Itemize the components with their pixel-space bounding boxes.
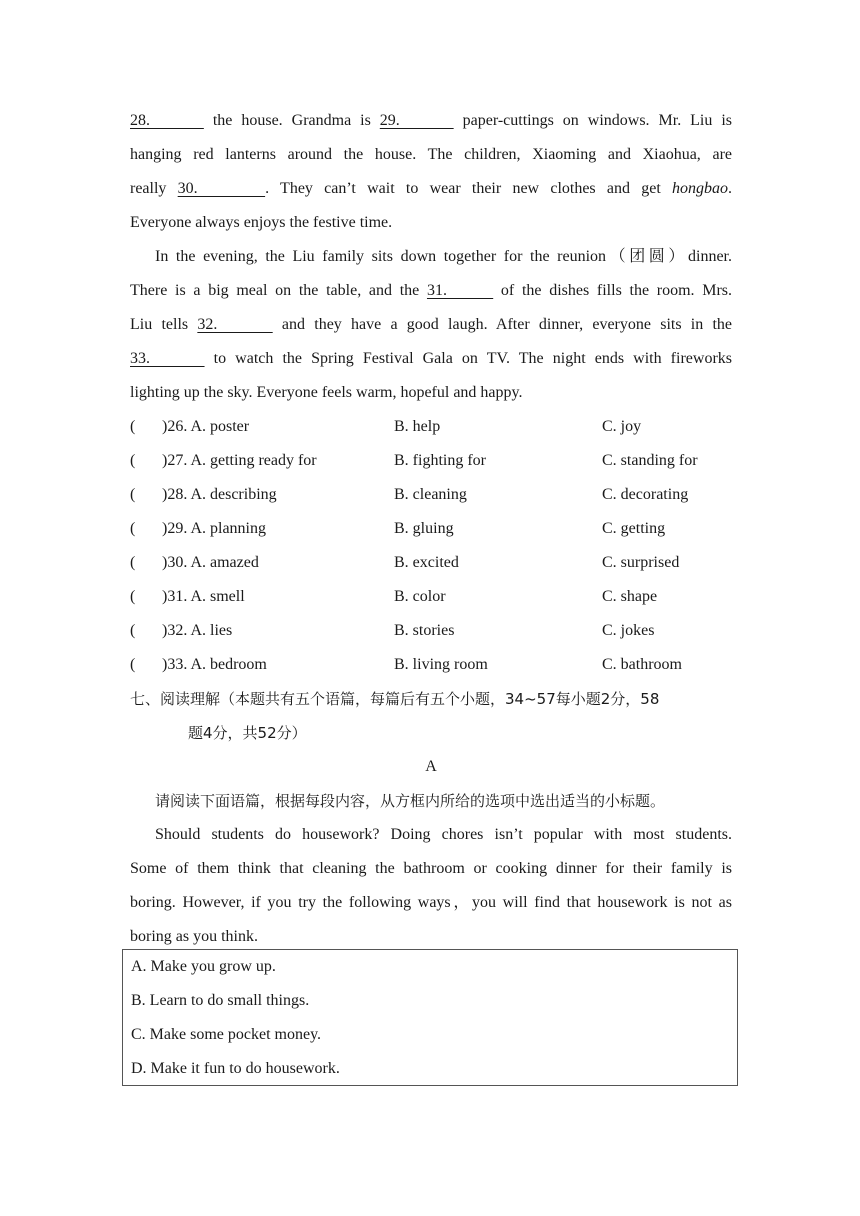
passage-text: and they have a good laugh. After dinner, everyone sits in the — [272, 316, 732, 333]
answer-paren[interactable]: ( — [130, 486, 136, 503]
passage-line — [130, 274, 732, 308]
question-row — [130, 410, 732, 444]
question-list — [130, 410, 732, 682]
option-c: C. decorating — [602, 486, 689, 503]
blank-30: 30. — [177, 180, 266, 197]
reading-line: Should students do housework? Doing chores isn’t popular with most students. — [155, 826, 732, 843]
instruction-text: 请阅读下面语篇，根据每段内容，从方框内所给的选项中选出适当的小标题。 — [155, 792, 666, 810]
passage-text: paper-cuttings on windows. Mr. Liu is — [453, 112, 733, 129]
option-c: C. bathroom — [602, 656, 682, 673]
reading-line: boring as you think. — [130, 928, 258, 945]
passage-text: Liu tells — [130, 316, 198, 333]
option-a: )26. A. poster — [162, 418, 250, 435]
passage-line: Everyone always enjoys the festive time. — [130, 214, 393, 231]
options-box — [122, 949, 738, 1086]
answer-paren[interactable]: ( — [130, 520, 136, 537]
blank-28: 28. — [130, 112, 204, 129]
reading-line: Some of them think that cleaning the bathroom or cooking dinner for their family is — [130, 860, 732, 877]
passage-line — [130, 104, 732, 138]
option-b: B. cleaning — [394, 486, 467, 503]
option-b: B. color — [394, 588, 446, 605]
passage-italic-word: hongbao — [672, 180, 729, 197]
reading-line: boring. However, if you try the following ways，you will find that housework is not as — [130, 894, 732, 911]
answer-paren[interactable]: ( — [130, 588, 136, 605]
question-row — [130, 648, 732, 682]
answer-paren[interactable]: ( — [130, 554, 136, 571]
option-c: C. standing for — [602, 452, 698, 469]
option-b: B. fighting for — [394, 452, 486, 469]
option-c: C. shape — [602, 588, 658, 605]
passage-text: really — [130, 180, 178, 197]
part-label: A — [425, 758, 437, 775]
blank-33: 33. — [130, 350, 205, 367]
option-b: B. stories — [394, 622, 455, 639]
blank-31: 31. — [426, 282, 494, 299]
question-row — [130, 444, 732, 478]
option-a: )31. A. smell — [162, 588, 245, 605]
option-b: B. help — [394, 418, 441, 435]
passage-text: . — [728, 180, 733, 197]
blank-29: 29. — [379, 112, 454, 129]
passage-line — [130, 308, 732, 342]
section-title-cont: 题4分，共52分） — [188, 724, 307, 742]
question-row — [130, 614, 732, 648]
section-title: 七、阅读理解（本题共有五个语篇，每篇后有五个小题，34~57每小题2分，58 — [130, 690, 660, 708]
question-row — [130, 546, 732, 580]
box-option: D. Make it fun to do housework. — [131, 1060, 340, 1077]
question-row — [130, 580, 732, 614]
passage-text: of the dishes fills the room. Mrs. — [493, 282, 733, 299]
option-a: )29. A. planning — [162, 520, 266, 537]
answer-paren[interactable]: ( — [130, 452, 136, 469]
option-c: C. surprised — [602, 554, 680, 571]
box-option: B. Learn to do small things. — [131, 992, 310, 1009]
question-row — [130, 478, 732, 512]
option-c: C. getting — [602, 520, 666, 537]
option-b: B. living room — [394, 656, 488, 673]
passage-text: . They can’t wait to wear their new clothes and get — [265, 180, 673, 197]
option-c: C. joy — [602, 418, 642, 435]
option-a: )27. A. getting ready for — [162, 452, 317, 469]
option-a: )32. A. lies — [162, 622, 233, 639]
option-b: B. gluing — [394, 520, 454, 537]
passage-text: the house. Grandma is — [203, 112, 380, 129]
passage-text: to watch the Spring Festival Gala on TV. The night ends with fireworks — [204, 350, 732, 367]
answer-paren[interactable]: ( — [130, 622, 136, 639]
option-a: )28. A. describing — [162, 486, 277, 503]
passage-line — [130, 342, 732, 376]
passage-line — [130, 172, 732, 206]
blank-32: 32. — [197, 316, 273, 333]
passage-line: In the evening, the Liu family sits down together for the reunion（团圆）dinner. — [155, 248, 732, 265]
box-option: A. Make you grow up. — [131, 958, 276, 975]
answer-paren[interactable]: ( — [130, 656, 136, 673]
question-row — [130, 512, 732, 546]
passage-line: lighting up the sky. Everyone feels warm, hopeful and happy. — [130, 384, 523, 401]
passage-line: hanging red lanterns around the house. The children, Xiaoming and Xiaohua, are — [130, 146, 732, 163]
option-c: C. jokes — [602, 622, 655, 639]
option-b: B. excited — [394, 554, 459, 571]
box-option: C. Make some pocket money. — [131, 1026, 322, 1043]
answer-paren[interactable]: ( — [130, 418, 136, 435]
exam-page — [130, 104, 733, 1077]
option-a: )33. A. bedroom — [162, 656, 267, 673]
passage-text: There is a big meal on the table, and the — [130, 282, 427, 299]
option-a: )30. A. amazed — [162, 554, 259, 571]
